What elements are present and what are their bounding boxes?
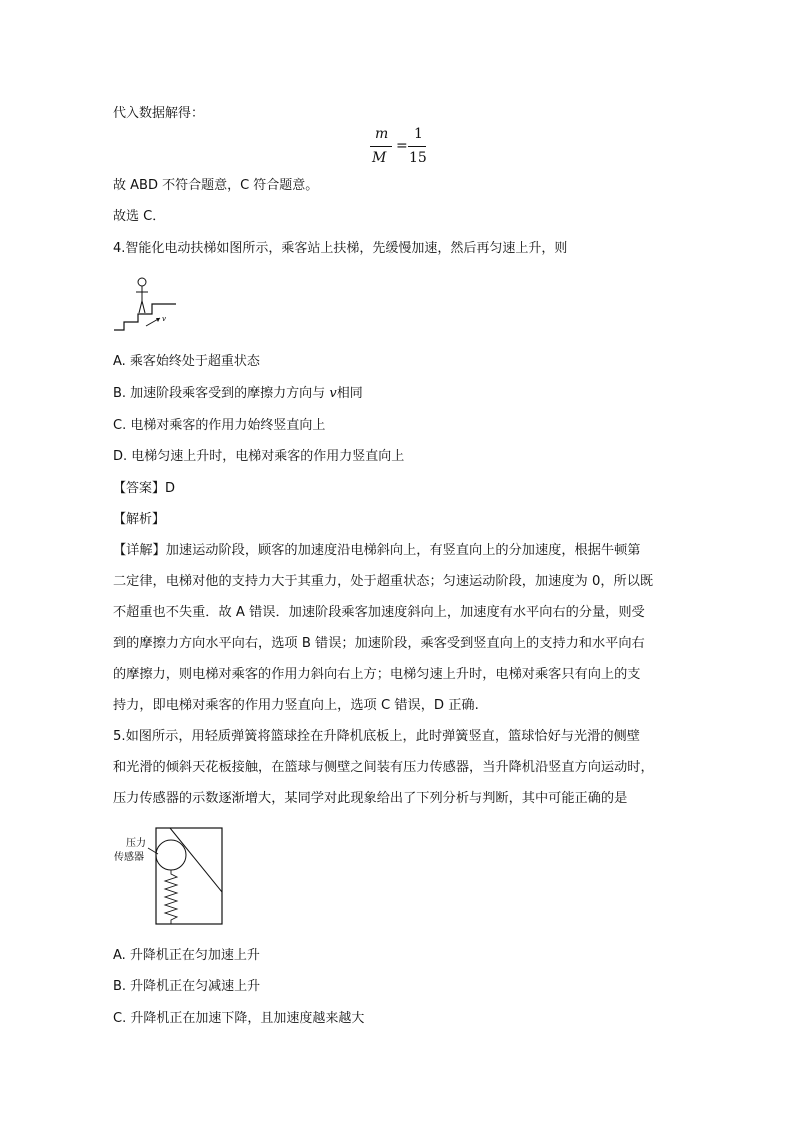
velocity-symbol: v	[329, 386, 337, 401]
detail-line: 【详解】加速运动阶段，顾客的加速度沿电梯斜向上，有竖直向上的分加速度，根据牛顿第	[113, 543, 641, 558]
option-b-text-end: 相同	[336, 386, 363, 401]
option-d-q4: D. 电梯匀速上升时，电梯对乘客的作用力竖直向上	[113, 449, 405, 464]
sensor-label-top: 压力	[126, 838, 146, 849]
formula-result-denominator: 15	[409, 150, 427, 166]
detail-line: 的摩擦力，则电梯对乘客的作用力斜向右上方；电梯匀速上升时，电梯对乘客只有向上的支	[113, 667, 641, 682]
velocity-label: v	[162, 315, 166, 323]
option-a-q5: A. 升降机正在匀加速上升	[113, 948, 260, 963]
option-b-q4	[113, 384, 363, 404]
question-5-line: 5.如图所示，用轻质弹簧将篮球拴在升降机底板上，此时弹簧竖直，篮球恰好与光滑的侧壁	[113, 729, 640, 744]
question-5-line: 压力传感器的示数逐渐增大，某同学对此现象给出了下列分析与判断，其中可能正确的是	[113, 791, 628, 806]
formula-equals: =	[396, 138, 408, 154]
formula-denominator: M	[372, 150, 387, 166]
detail-line: 二定律，电梯对他的支持力大于其重力，处于超重状态；匀速运动阶段，加速度为 0，所以既	[113, 574, 654, 589]
question-5-stem	[113, 721, 693, 814]
fraction-bar	[370, 146, 392, 147]
detail-line: 到的摩擦力方向水平向右，选项 B 错误；加速阶段，乘客受到竖直向上的支持力和水平向右	[113, 636, 645, 651]
formula-numerator: m	[375, 126, 389, 142]
formula-result-numerator: 1	[414, 126, 423, 142]
fraction-bar	[408, 146, 426, 147]
option-b-text: B. 加速阶段乘客受到的摩擦力方向与	[113, 386, 330, 401]
option-c-q4: C. 电梯对乘客的作用力始终竖直向上	[113, 418, 326, 433]
escalator-figure	[112, 274, 182, 334]
detail-line: 不超重也不失重．故 A 错误．加速阶段乘客加速度斜向上，加速度有水平向右的分量，则受	[113, 605, 645, 620]
analysis-label: 【解析】	[113, 512, 166, 527]
answer-choice-line: 故选 C．	[113, 209, 166, 224]
conclusion-line: 故 ABD 不符合题意，C 符合题意。	[113, 178, 319, 193]
elevator-figure	[112, 824, 232, 928]
option-c-q5: C. 升降机正在加速下降，且加速度越来越大	[113, 1011, 365, 1026]
intro-line: 代入数据解得：	[113, 106, 205, 121]
detail-paragraph	[113, 535, 693, 721]
question-4-stem: 4.智能化电动扶梯如图所示，乘客站上扶梯，先缓慢加速，然后再匀速上升，则	[113, 241, 568, 256]
answer-label: 【答案】D	[113, 481, 176, 496]
sensor-label-bottom: 传感器	[114, 852, 144, 863]
option-b-q5: B. 升降机正在匀减速上升	[113, 979, 261, 994]
question-5-line: 和光滑的倾斜天花板接触，在篮球与侧壁之间装有压力传感器，当升降机沿竖直方向运动时，	[113, 760, 654, 775]
option-a-q4: A. 乘客始终处于超重状态	[113, 354, 260, 369]
ratio-formula	[370, 126, 430, 172]
detail-line: 持力，即电梯对乘客的作用力竖直向上，选项 C 错误，D 正确.	[113, 698, 479, 713]
